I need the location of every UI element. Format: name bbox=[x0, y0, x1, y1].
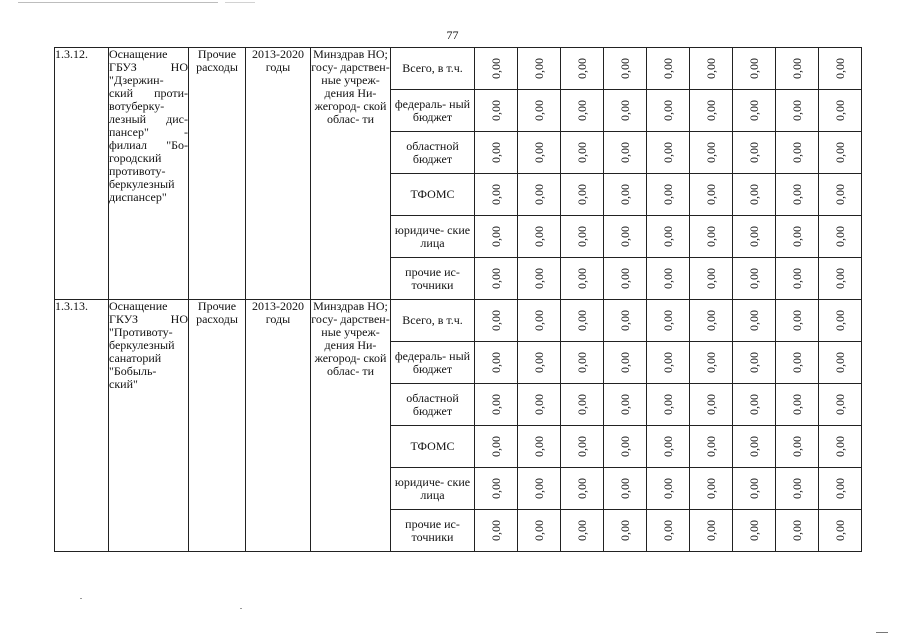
amount-cell bbox=[518, 468, 561, 510]
amount-value: 0,00 bbox=[789, 58, 804, 79]
amount-value: 0,00 bbox=[617, 478, 632, 499]
amount-value: 0,00 bbox=[703, 142, 718, 163]
bottom-scan-mark bbox=[876, 632, 888, 633]
amount-cell bbox=[819, 174, 862, 216]
amount-value: 0,00 bbox=[746, 142, 761, 163]
amount-cell bbox=[518, 510, 561, 552]
amount-value: 0,00 bbox=[703, 520, 718, 541]
expense-type bbox=[189, 48, 246, 300]
amount-value: 0,00 bbox=[617, 268, 632, 289]
amount-value: 0,00 bbox=[660, 142, 675, 163]
amount-cell bbox=[776, 174, 819, 216]
amount-cell bbox=[819, 48, 862, 90]
amount-cell bbox=[647, 510, 690, 552]
amount-value: 0,00 bbox=[832, 184, 847, 205]
amount-value: 0,00 bbox=[617, 184, 632, 205]
funding-source: ТФОМС bbox=[391, 426, 475, 468]
amount-cell bbox=[561, 510, 604, 552]
amount-value: 0,00 bbox=[531, 352, 546, 373]
period-text: 2013-2020 годы bbox=[252, 47, 304, 74]
amount-cell bbox=[776, 258, 819, 300]
amount-value: 0,00 bbox=[660, 310, 675, 331]
amount-cell bbox=[647, 258, 690, 300]
period bbox=[246, 48, 311, 300]
executor-text: Минздрав НО; госу- дарствен- ные учреж- дения Ни- жегород- ской облас- ти bbox=[311, 299, 390, 378]
amount-cell bbox=[690, 48, 733, 90]
amount-cell bbox=[690, 510, 733, 552]
amount-value: 0,00 bbox=[531, 478, 546, 499]
amount-cell bbox=[518, 384, 561, 426]
amount-cell bbox=[604, 132, 647, 174]
amount-value: 0,00 bbox=[789, 478, 804, 499]
amount-cell bbox=[733, 174, 776, 216]
funding-source: Всего, в т.ч. bbox=[391, 300, 475, 342]
amount-value: 0,00 bbox=[488, 268, 503, 289]
amount-cell bbox=[561, 90, 604, 132]
amount-value: 0,00 bbox=[574, 352, 589, 373]
amount-cell bbox=[561, 384, 604, 426]
amount-value: 0,00 bbox=[660, 394, 675, 415]
amount-value: 0,00 bbox=[703, 478, 718, 499]
amount-cell bbox=[733, 468, 776, 510]
item-number-text: 1.3.12. bbox=[55, 47, 88, 61]
amount-cell bbox=[518, 90, 561, 132]
funding-source: ТФОМС bbox=[391, 174, 475, 216]
amount-cell bbox=[776, 384, 819, 426]
budget-table bbox=[54, 47, 862, 552]
amount-value: 0,00 bbox=[617, 352, 632, 373]
amount-cell bbox=[733, 132, 776, 174]
amount-value: 0,00 bbox=[703, 58, 718, 79]
item-number bbox=[55, 48, 109, 300]
amount-cell bbox=[776, 216, 819, 258]
amount-value: 0,00 bbox=[531, 226, 546, 247]
amount-cell bbox=[518, 132, 561, 174]
amount-value: 0,00 bbox=[488, 436, 503, 457]
amount-value: 0,00 bbox=[789, 184, 804, 205]
amount-value: 0,00 bbox=[574, 100, 589, 121]
amount-cell bbox=[647, 468, 690, 510]
amount-value: 0,00 bbox=[531, 268, 546, 289]
period bbox=[246, 300, 311, 552]
amount-cell bbox=[819, 300, 862, 342]
funding-source: прочие ис- точники bbox=[391, 258, 475, 300]
amount-value: 0,00 bbox=[660, 184, 675, 205]
amount-value: 0,00 bbox=[660, 58, 675, 79]
amount-cell bbox=[819, 342, 862, 384]
amount-value: 0,00 bbox=[531, 184, 546, 205]
executor-text: Минздрав НО; госу- дарствен- ные учреж- дения Ни- жегород- ской облас- ти bbox=[311, 47, 390, 126]
amount-value: 0,00 bbox=[746, 310, 761, 331]
amount-value: 0,00 bbox=[488, 478, 503, 499]
amount-cell bbox=[518, 342, 561, 384]
amount-value: 0,00 bbox=[832, 394, 847, 415]
amount-cell bbox=[518, 48, 561, 90]
amount-value: 0,00 bbox=[617, 436, 632, 457]
amount-cell bbox=[690, 342, 733, 384]
amount-value: 0,00 bbox=[488, 100, 503, 121]
amount-value: 0,00 bbox=[574, 520, 589, 541]
amount-cell bbox=[647, 132, 690, 174]
funding-source: юридиче- ские лица bbox=[391, 216, 475, 258]
amount-value: 0,00 bbox=[789, 142, 804, 163]
amount-cell bbox=[647, 174, 690, 216]
amount-cell bbox=[647, 300, 690, 342]
amount-value: 0,00 bbox=[832, 268, 847, 289]
amount-value: 0,00 bbox=[574, 436, 589, 457]
amount-cell bbox=[819, 510, 862, 552]
executor bbox=[311, 48, 391, 300]
amount-value: 0,00 bbox=[832, 58, 847, 79]
amount-value: 0,00 bbox=[488, 394, 503, 415]
amount-cell bbox=[733, 426, 776, 468]
amount-cell bbox=[518, 426, 561, 468]
amount-value: 0,00 bbox=[531, 100, 546, 121]
scan-speck bbox=[240, 608, 242, 609]
amount-value: 0,00 bbox=[488, 58, 503, 79]
amount-cell bbox=[604, 258, 647, 300]
amount-cell bbox=[690, 216, 733, 258]
amount-value: 0,00 bbox=[488, 310, 503, 331]
scan-speck bbox=[80, 598, 82, 599]
amount-value: 0,00 bbox=[574, 478, 589, 499]
amount-value: 0,00 bbox=[789, 436, 804, 457]
amount-value: 0,00 bbox=[703, 436, 718, 457]
amount-value: 0,00 bbox=[746, 352, 761, 373]
amount-cell bbox=[819, 426, 862, 468]
amount-cell bbox=[604, 216, 647, 258]
amount-cell bbox=[604, 384, 647, 426]
amount-value: 0,00 bbox=[617, 520, 632, 541]
amount-cell bbox=[776, 342, 819, 384]
amount-value: 0,00 bbox=[703, 268, 718, 289]
amount-cell bbox=[604, 300, 647, 342]
amount-cell bbox=[690, 90, 733, 132]
amount-cell bbox=[561, 426, 604, 468]
amount-value: 0,00 bbox=[832, 142, 847, 163]
amount-value: 0,00 bbox=[574, 58, 589, 79]
amount-cell bbox=[561, 216, 604, 258]
funding-source: Всего, в т.ч. bbox=[391, 48, 475, 90]
amount-cell bbox=[561, 48, 604, 90]
amount-value: 0,00 bbox=[703, 100, 718, 121]
amount-cell bbox=[690, 468, 733, 510]
amount-value: 0,00 bbox=[660, 520, 675, 541]
amount-value: 0,00 bbox=[660, 100, 675, 121]
amount-value: 0,00 bbox=[617, 100, 632, 121]
amount-cell bbox=[604, 48, 647, 90]
item-name-text: Оснащение ГБУЗ НО "Дзержин- ский проти- вотуберку- лезный дис- пансер" - филиал "Бо- городский противоту- беркулезный диспансер" bbox=[109, 47, 188, 204]
amount-value: 0,00 bbox=[703, 310, 718, 331]
funding-source: областной бюджет bbox=[391, 384, 475, 426]
amount-cell bbox=[561, 174, 604, 216]
amount-value: 0,00 bbox=[746, 478, 761, 499]
executor bbox=[311, 300, 391, 552]
amount-value: 0,00 bbox=[617, 58, 632, 79]
amount-cell bbox=[475, 384, 518, 426]
amount-value: 0,00 bbox=[574, 226, 589, 247]
amount-cell bbox=[690, 132, 733, 174]
amount-cell bbox=[561, 342, 604, 384]
amount-value: 0,00 bbox=[832, 478, 847, 499]
amount-value: 0,00 bbox=[574, 310, 589, 331]
amount-value: 0,00 bbox=[617, 226, 632, 247]
amount-value: 0,00 bbox=[660, 226, 675, 247]
amount-value: 0,00 bbox=[617, 310, 632, 331]
amount-cell bbox=[475, 174, 518, 216]
amount-cell bbox=[776, 48, 819, 90]
top-scan-rule bbox=[18, 2, 218, 3]
amount-value: 0,00 bbox=[574, 184, 589, 205]
amount-cell bbox=[647, 426, 690, 468]
amount-cell bbox=[647, 48, 690, 90]
amount-cell bbox=[819, 90, 862, 132]
amount-value: 0,00 bbox=[789, 268, 804, 289]
amount-value: 0,00 bbox=[703, 394, 718, 415]
amount-value: 0,00 bbox=[789, 352, 804, 373]
amount-cell bbox=[518, 216, 561, 258]
amount-cell bbox=[604, 174, 647, 216]
amount-value: 0,00 bbox=[531, 58, 546, 79]
amount-value: 0,00 bbox=[746, 394, 761, 415]
amount-cell bbox=[561, 258, 604, 300]
amount-value: 0,00 bbox=[789, 100, 804, 121]
amount-value: 0,00 bbox=[746, 184, 761, 205]
amount-cell bbox=[776, 300, 819, 342]
amount-cell bbox=[733, 48, 776, 90]
amount-cell bbox=[518, 258, 561, 300]
amount-cell bbox=[475, 258, 518, 300]
amount-cell bbox=[561, 132, 604, 174]
amount-value: 0,00 bbox=[660, 352, 675, 373]
amount-cell bbox=[475, 342, 518, 384]
amount-value: 0,00 bbox=[789, 226, 804, 247]
amount-value: 0,00 bbox=[832, 310, 847, 331]
amount-cell bbox=[733, 258, 776, 300]
amount-cell bbox=[690, 258, 733, 300]
amount-cell bbox=[604, 510, 647, 552]
amount-cell bbox=[518, 174, 561, 216]
amount-cell bbox=[819, 216, 862, 258]
period-text: 2013-2020 годы bbox=[252, 299, 304, 326]
amount-cell bbox=[690, 426, 733, 468]
amount-value: 0,00 bbox=[488, 226, 503, 247]
amount-cell bbox=[647, 384, 690, 426]
amount-value: 0,00 bbox=[746, 520, 761, 541]
amount-value: 0,00 bbox=[488, 142, 503, 163]
funding-source: прочие ис- точники bbox=[391, 510, 475, 552]
amount-cell bbox=[475, 90, 518, 132]
page-number: 77 bbox=[446, 28, 459, 42]
funding-source: областной бюджет bbox=[391, 132, 475, 174]
amount-cell bbox=[604, 90, 647, 132]
amount-value: 0,00 bbox=[746, 58, 761, 79]
amount-cell bbox=[475, 48, 518, 90]
funding-source: юридиче- ские лица bbox=[391, 468, 475, 510]
amount-cell bbox=[690, 300, 733, 342]
amount-cell bbox=[690, 174, 733, 216]
amount-cell bbox=[647, 216, 690, 258]
amount-value: 0,00 bbox=[488, 184, 503, 205]
amount-cell bbox=[647, 342, 690, 384]
table-row bbox=[55, 300, 862, 342]
amount-cell bbox=[733, 342, 776, 384]
amount-value: 0,00 bbox=[746, 226, 761, 247]
amount-cell bbox=[733, 510, 776, 552]
amount-value: 0,00 bbox=[660, 478, 675, 499]
amount-cell bbox=[604, 342, 647, 384]
amount-cell bbox=[475, 216, 518, 258]
amount-cell bbox=[776, 468, 819, 510]
amount-value: 0,00 bbox=[531, 394, 546, 415]
amount-value: 0,00 bbox=[832, 436, 847, 457]
amount-value: 0,00 bbox=[531, 520, 546, 541]
amount-value: 0,00 bbox=[703, 184, 718, 205]
item-name-text: Оснащение ГКУЗ НО "Противоту- беркулезный санаторий "Бобыль- ский" bbox=[109, 299, 188, 391]
amount-value: 0,00 bbox=[574, 268, 589, 289]
amount-cell bbox=[561, 468, 604, 510]
expense-type-text: Прочие расходы bbox=[196, 299, 238, 326]
amount-value: 0,00 bbox=[660, 268, 675, 289]
amount-cell bbox=[776, 132, 819, 174]
amount-value: 0,00 bbox=[789, 394, 804, 415]
amount-cell bbox=[776, 426, 819, 468]
amount-cell bbox=[776, 510, 819, 552]
amount-value: 0,00 bbox=[531, 436, 546, 457]
table-row bbox=[55, 48, 862, 90]
funding-source: федераль- ный бюджет bbox=[391, 342, 475, 384]
amount-cell bbox=[776, 90, 819, 132]
amount-cell bbox=[733, 384, 776, 426]
amount-cell bbox=[819, 258, 862, 300]
item-name bbox=[109, 300, 189, 552]
amount-value: 0,00 bbox=[703, 352, 718, 373]
amount-cell bbox=[819, 132, 862, 174]
amount-value: 0,00 bbox=[703, 226, 718, 247]
amount-value: 0,00 bbox=[574, 142, 589, 163]
amount-value: 0,00 bbox=[832, 226, 847, 247]
amount-value: 0,00 bbox=[574, 394, 589, 415]
amount-value: 0,00 bbox=[746, 268, 761, 289]
amount-value: 0,00 bbox=[789, 520, 804, 541]
amount-value: 0,00 bbox=[617, 142, 632, 163]
amount-value: 0,00 bbox=[488, 520, 503, 541]
amount-cell bbox=[561, 300, 604, 342]
amount-cell bbox=[733, 90, 776, 132]
amount-value: 0,00 bbox=[660, 436, 675, 457]
amount-cell bbox=[690, 384, 733, 426]
item-number-text: 1.3.13. bbox=[55, 299, 88, 313]
funding-source: федераль- ный бюджет bbox=[391, 90, 475, 132]
amount-cell bbox=[819, 384, 862, 426]
item-number bbox=[55, 300, 109, 552]
amount-cell bbox=[475, 468, 518, 510]
amount-cell bbox=[733, 216, 776, 258]
amount-value: 0,00 bbox=[488, 352, 503, 373]
amount-cell bbox=[604, 426, 647, 468]
amount-value: 0,00 bbox=[832, 352, 847, 373]
amount-value: 0,00 bbox=[531, 142, 546, 163]
expense-type-text: Прочие расходы bbox=[196, 47, 238, 74]
amount-cell bbox=[518, 300, 561, 342]
expense-type bbox=[189, 300, 246, 552]
item-name bbox=[109, 48, 189, 300]
amount-cell bbox=[647, 90, 690, 132]
amount-cell bbox=[604, 468, 647, 510]
amount-value: 0,00 bbox=[832, 100, 847, 121]
top-scan-rule-short bbox=[225, 2, 255, 3]
amount-value: 0,00 bbox=[531, 310, 546, 331]
amount-cell bbox=[475, 132, 518, 174]
amount-value: 0,00 bbox=[789, 310, 804, 331]
amount-value: 0,00 bbox=[746, 100, 761, 121]
amount-value: 0,00 bbox=[746, 436, 761, 457]
amount-cell bbox=[475, 300, 518, 342]
amount-cell bbox=[819, 468, 862, 510]
amount-cell bbox=[733, 300, 776, 342]
amount-value: 0,00 bbox=[617, 394, 632, 415]
amount-value: 0,00 bbox=[832, 520, 847, 541]
amount-cell bbox=[475, 510, 518, 552]
amount-cell bbox=[475, 426, 518, 468]
